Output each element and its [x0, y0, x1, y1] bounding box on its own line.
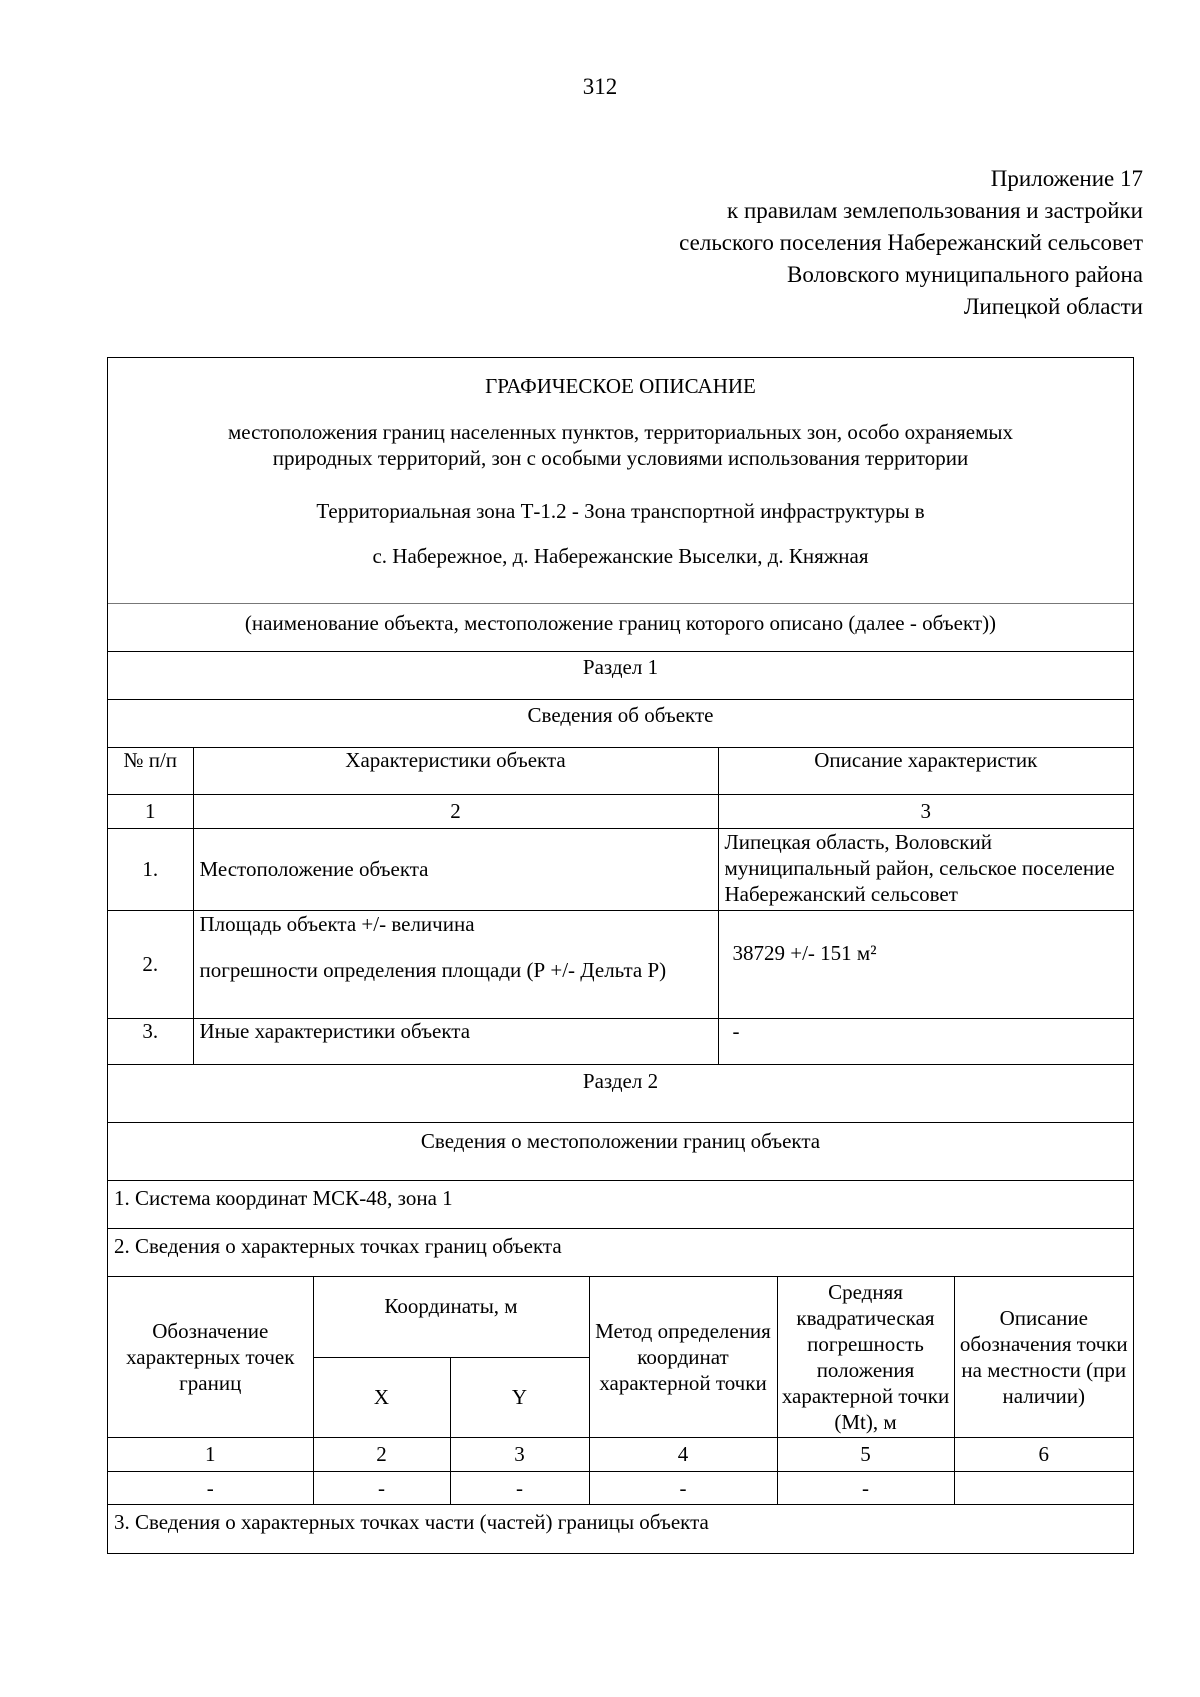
form-header: [108, 358, 1133, 604]
col-header: Средняя квадратическая погрешность положения характерной точки (Mt), м: [777, 1277, 954, 1437]
row-name: Иные характеристики объекта: [193, 1018, 718, 1064]
subtitle-line: местоположения границ населенных пунктов, территориальных зон, особо охраняемых: [227, 420, 1014, 444]
characteristics-table-wrap: [108, 748, 1133, 1065]
col-header: Характеристики объекта: [193, 748, 718, 794]
table-cell: [954, 1471, 1133, 1504]
row-name: [193, 910, 718, 1018]
section2-title: Раздел 2: [108, 1065, 1133, 1123]
col-header: Координаты, м: [313, 1277, 589, 1357]
col-header: № п/п: [108, 748, 193, 794]
table-row: [108, 910, 1133, 1018]
row-value: -: [718, 1018, 1133, 1064]
col-header: Описание характеристик: [718, 748, 1133, 794]
boundary-points-table: [108, 1277, 1133, 1504]
graphic-description-form: [107, 357, 1134, 1554]
col-number: 4: [589, 1437, 777, 1471]
table-cell: -: [313, 1471, 450, 1504]
form-title: ГРАФИЧЕСКОЕ ОПИСАНИЕ: [485, 374, 756, 398]
col-header: Y: [450, 1357, 589, 1437]
row-value: 38729 +/- 151 м²: [718, 910, 1133, 1018]
col-header: Описание обозначения точки на местности (при наличии): [954, 1277, 1133, 1437]
row-number: 3.: [108, 1018, 193, 1064]
object-caption: (наименование объекта, местоположение границ которого описано (далее - объект)): [108, 604, 1133, 652]
places-list: с. Набережное, д. Набережанские Выселки, д. Княжная: [372, 544, 869, 568]
zone-name: Территориальная зона Т-1.2 - Зона транспортной инфраструктуры в: [316, 499, 925, 523]
appendix-note: [679, 163, 1143, 323]
col-number: 2: [193, 794, 718, 828]
coordinate-system: 1. Система координат МСК-48, зона 1: [108, 1181, 1133, 1229]
table-cell: -: [777, 1471, 954, 1504]
row-name-line: Площадь объекта +/- величина: [199, 911, 475, 936]
table-row: [108, 828, 1133, 910]
table-row: [108, 1471, 1133, 1504]
table-cell: -: [108, 1471, 313, 1504]
parts-heading: 3. Сведения о характерных точках части (частей) границы объекта: [114, 1510, 709, 1534]
col-number: 3: [718, 794, 1133, 828]
appendix-line: сельского поселения Набережанский сельсовет: [679, 230, 1143, 255]
subtitle-line: природных территорий, зон с особыми условиями использования территории: [272, 446, 969, 470]
col-number: 6: [954, 1437, 1133, 1471]
row-number: 2.: [108, 910, 193, 1018]
points-header-row: [108, 1277, 1133, 1357]
table-row: [108, 1018, 1133, 1064]
section1-subtitle: Сведения об объекте: [108, 700, 1133, 748]
table-cell: -: [589, 1471, 777, 1504]
appendix-line: Приложение 17: [990, 166, 1143, 191]
appendix-line: Воловского муниципального района: [787, 262, 1143, 287]
col-number: 5: [777, 1437, 954, 1471]
row-number: 1.: [108, 828, 193, 910]
column-number-row: [108, 794, 1133, 828]
row-value: Липецкая область, Воловский муниципальный район, сельское поселение Набережанский сельсовет: [718, 828, 1133, 910]
section2-subtitle: Сведения о местоположении границ объекта: [108, 1123, 1133, 1181]
col-number: 1: [108, 794, 193, 828]
col-number: 2: [313, 1437, 450, 1471]
row-name-line: погрешности определения площади (Р +/- Дельта Р): [199, 957, 667, 982]
page-number: 312: [582, 74, 618, 99]
col-number: 3: [450, 1437, 589, 1471]
col-header: Метод определения координат характерной точки: [589, 1277, 777, 1437]
col-number: 1: [108, 1437, 313, 1471]
section1-title: Раздел 1: [108, 652, 1133, 700]
appendix-line: Липецкой области: [963, 294, 1143, 319]
table-header-row: [108, 748, 1133, 794]
characteristics-table: [108, 748, 1133, 1064]
col-header: Обозначение характерных точек границ: [108, 1277, 313, 1437]
col-header: X: [313, 1357, 450, 1437]
row-name: Местоположение объекта: [193, 828, 718, 910]
appendix-line: к правилам землепользования и застройки: [727, 198, 1143, 223]
table-cell: -: [450, 1471, 589, 1504]
form-subtitle: [108, 419, 1133, 471]
points-heading: 2. Сведения о характерных точках границ объекта: [108, 1229, 1133, 1277]
column-number-row: [108, 1437, 1133, 1471]
points-table-wrap: [108, 1277, 1133, 1505]
